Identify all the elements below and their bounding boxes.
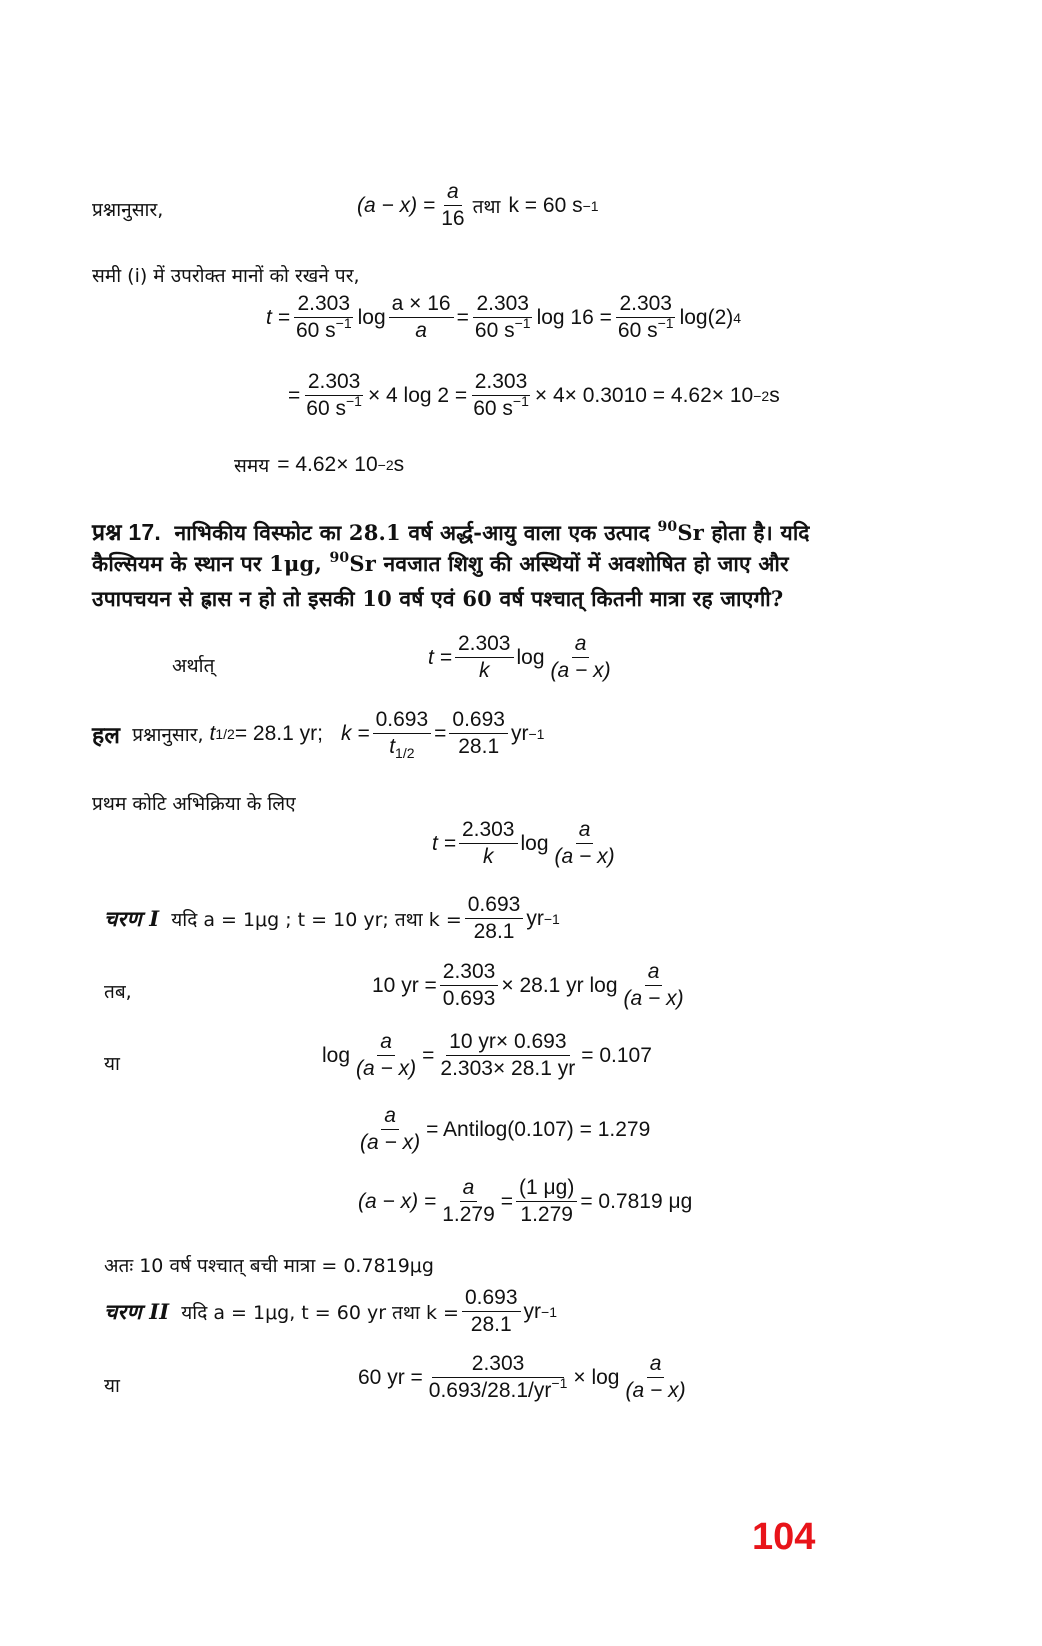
k-value: k = 60 s: [508, 193, 583, 217]
fraction: $\frac{a}{16}$: [441, 180, 465, 231]
fraction: $\frac{2.303}{0.693/28.1/yr^{-1}}$: [428, 1352, 568, 1403]
fraction: $\frac{2.303}{60 s^{-1}}$: [295, 292, 352, 343]
first-order-formula-2: t = $\frac{2.303}{k}$ log $\frac{a}{(a - x)}$: [432, 818, 621, 869]
tatha-word: तथा: [472, 195, 501, 218]
step-1-equation-b: log $\frac{a}{(a - x)}$ = $\frac{10 yr\times 0.693}{2.303\times 28.1 yr}$ = 0.107: [322, 1030, 652, 1081]
equation-4log2: = $\frac{2.303}{60 s^{-1}}$ × 4 log 2 = $\frac{2.303}{60 s^{-1}}$ × 4× 0.3010 = 4.62× 10 −2 s: [288, 370, 780, 421]
step-1-equation-c: $\frac{a}{(a - x)}$ = Antilog(0.107) = 1.279: [354, 1104, 650, 1155]
step-1-equation-d: (a − x) = $\frac{a}{1.279}$ = $\frac{(1 \mu g)}{1.279}$ = 0.7819 μg: [358, 1176, 693, 1227]
given-values-equation: (a − x) = $\frac{a}{16}$ तथा k = 60 s −1: [357, 180, 599, 231]
question-17-line1: प्रश्न 17. नाभिकीय विस्फोट का 28.1 वर्ष अर्द्ध-आयु वाला एक उत्पाद $^{90}$Sr होता है। यदि: [92, 519, 810, 545]
label-prashnanusar: प्रश्नानुसार,: [92, 199, 164, 221]
tab-label: तब,: [104, 981, 132, 1003]
fraction: $\frac{0.693}{28.1}$: [462, 1286, 521, 1337]
solution-given: हल प्रश्नानुसार, t 1/2 = 28.1 yr; k = $\frac{0.693}{t_{1/2}}$ = $\frac{0.693}{28.1}$ yr −1: [92, 708, 545, 762]
equation-t-log16: t = $\frac{2.303}{60 s^{-1}}$ log $\frac{a \times 16}{a}$ = $\frac{2.303}{60 s^{-1}}$ log 16 = $\frac{2.303}{60 s^{-1}}$ log(2) 4: [266, 292, 742, 343]
fraction: $\frac{a}{(a - x)}$: [625, 1352, 686, 1403]
question-17-line2: कैल्सियम के स्थान पर 1μg, $^{90}$Sr नवजात शिशु की अस्थियों में अवशोषित हो जाए और: [92, 550, 789, 576]
fraction: $\frac{2.303}{k}$: [455, 632, 514, 683]
question-17-line3: उपापचयन से ह्रास न हो तो इसकी 10 वर्ष एवं 60 वर्ष पश्चात् कितनी मात्रा रह जाएगी?: [92, 586, 784, 611]
fraction: $\frac{2.303}{60 s^{-1}}$: [617, 292, 674, 343]
step-2-given: चरण II यदि a = 1μg, t = 60 yr तथा k = $\frac{0.693}{28.1}$ yr −1: [104, 1286, 557, 1337]
step-2-label: चरण II: [104, 1298, 170, 1324]
step-1-label: चरण I: [104, 905, 160, 931]
question-label: प्रश्न 17.: [92, 519, 161, 545]
fraction: $\frac{2.303}{60 s^{-1}}$: [474, 292, 531, 343]
time-result: समय = 4.62× 10 −2 s: [234, 453, 405, 477]
fraction: $\frac{2.303}{60 s^{-1}}$: [473, 370, 529, 421]
fraction: $\frac{a}{(a - x)}$: [360, 1104, 421, 1155]
arthat-label: अर्थात्: [172, 655, 215, 677]
fraction: $\frac{a}{(a - x)}$: [623, 960, 684, 1011]
fraction: $\frac{0.693}{28.1}$: [449, 708, 508, 759]
page-number: 104: [752, 1516, 816, 1558]
step-2-equation: 60 yr = $\frac{2.303}{0.693/28.1/yr^{-1}}$ × log $\frac{a}{(a - x)}$: [358, 1352, 692, 1403]
first-order-reaction-label: प्रथम कोटि अभिक्रिया के लिए: [92, 793, 296, 815]
fraction: $\frac{0.693}{28.1}$: [465, 893, 524, 944]
hal-label: हल: [92, 721, 121, 749]
fraction: $\frac{2.303}{0.693}$: [440, 960, 499, 1011]
step-1-conclusion: अतः 10 वर्ष पश्चात् बची मात्रा = 0.7819μg: [104, 1255, 434, 1277]
fraction: $\frac{0.693}{t_{1/2}}$: [373, 708, 432, 759]
fraction: $\frac{a}{1.279}$: [442, 1176, 495, 1227]
fraction: $\frac{(1 \mu g)}{1.279}$: [516, 1176, 577, 1227]
fraction: $\frac{a \times 16}{a}$: [389, 292, 454, 343]
fraction: $\frac{a}{(a - x)}$: [554, 818, 615, 869]
ya-label-2: या: [104, 1375, 120, 1397]
ya-label: या: [104, 1053, 120, 1075]
fraction: $\frac{10 yr\times 0.693}{2.303\times 28.1 yr}$: [440, 1030, 576, 1081]
substitute-text: समी (i) में उपरोक्त मानों को रखने पर,: [92, 265, 360, 287]
step-1-equation-a: 10 yr = $\frac{2.303}{0.693}$ × 28.1 yr log $\frac{a}{(a - x)}$: [372, 960, 690, 1011]
fraction: $\frac{2.303}{60 s^{-1}}$: [306, 370, 362, 421]
fraction: $\frac{2.303}{k}$: [459, 818, 518, 869]
step-1-given: चरण I यदि a = 1μg ; t = 10 yr; तथा k = $\frac{0.693}{28.1}$ yr −1: [104, 893, 560, 944]
first-order-formula: t = $\frac{2.303}{k}$ log $\frac{a}{(a - x)}$: [428, 632, 617, 683]
fraction: $\frac{a}{(a - x)}$: [356, 1030, 417, 1081]
eq-lhs: (a − x) =: [357, 193, 436, 217]
fraction: $\frac{a}{(a - x)}$: [550, 632, 611, 683]
